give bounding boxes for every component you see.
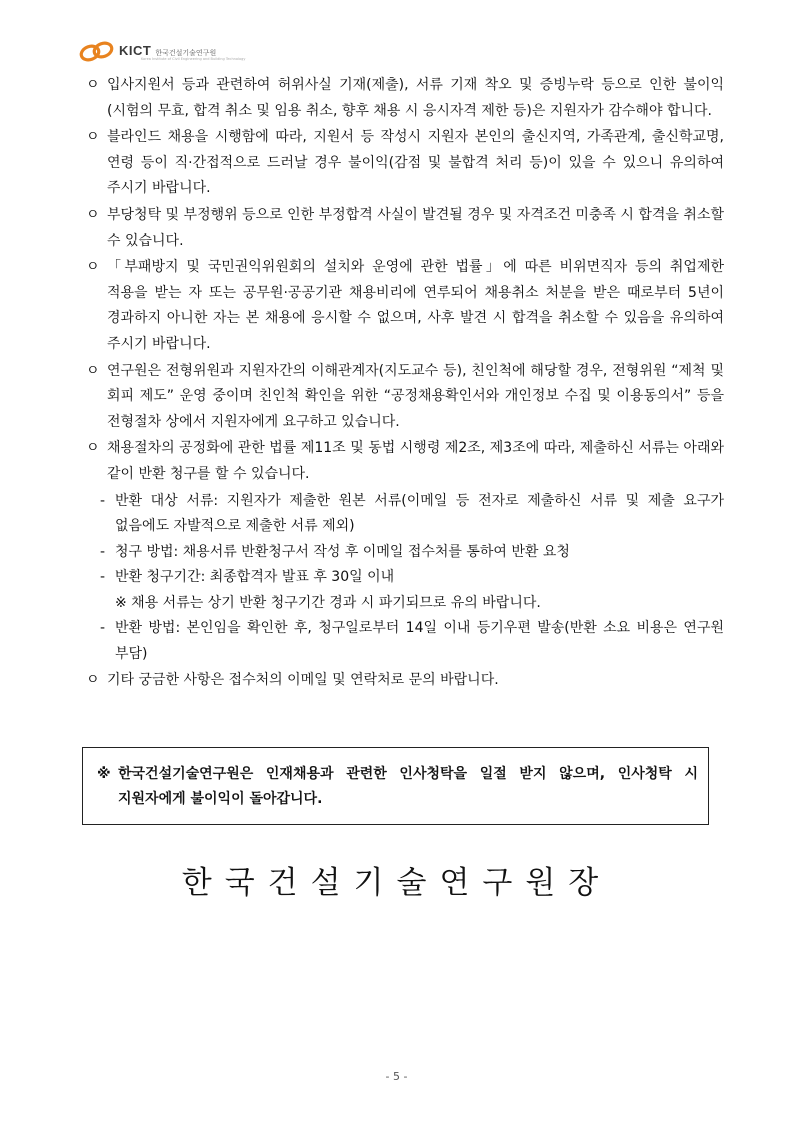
notice-text: 한국건설기술연구원은 인재채용과 관련한 인사청탁을 일절 받지 않으며, 인사청탁 시 지원자에게 불이익이 돌아갑니다. <box>118 766 698 807</box>
sub-dash: - <box>100 543 106 560</box>
notice-box <box>82 747 709 825</box>
sub-dash: - <box>100 620 106 637</box>
bullet-marker: ㅇ <box>86 362 100 379</box>
sub-note: ※ 채용 서류는 상기 반환 청구기간 경과 시 파기되므로 유의 바랍니다. <box>115 594 541 611</box>
bullet-marker: ㅇ <box>86 671 100 688</box>
bullet-marker: ㅇ <box>86 129 100 146</box>
list-item-text: 기타 궁금한 사항은 접수처의 이메일 및 연락처로 문의 바랍니다. <box>107 671 499 688</box>
notice-list <box>84 73 724 694</box>
list-item <box>84 255 724 357</box>
list-item-text: 입사지원서 등과 관련하여 허위사실 기재(제출), 서류 기재 착오 및 증빙누락 등으로 인한 불이익(시험의 무효, 합격 취소 및 임용 취소, 향후 채용 시 응시자격 제한 등)은 지원자가 감수해야 합니다. <box>107 77 724 119</box>
list-item <box>84 359 724 436</box>
list-item-text: 「부패방지 및 국민권익위원회의 설치와 운영에 관한 법률」에 따른 비위면직자 등의 취업제한 적용을 받는 자 또는 공무원·공공기관 채용비리에 연루되어 채용취소 처분을 받은 때로부터 5년이 경과하지 아니한 자는 본 채용에 응시할 수 없으며, 사후 발견 시 합격을 취소할 수 있음을 유의하여 주시기 바랍니다. <box>107 259 724 352</box>
sub-dash: - <box>100 569 106 586</box>
logo-subtitle: Korea Institute of Civil Engineering and Building Technology <box>141 57 246 61</box>
sub-item-text: 반환 방법: 본인임을 확인한 후, 청구일로부터 14일 이내 등기우편 발송(반환 소요 비용은 연구원 부담) <box>115 620 724 663</box>
list-item <box>84 436 724 487</box>
page-number: - 5 - <box>385 1070 408 1083</box>
list-item <box>84 203 724 254</box>
bullet-marker: ㅇ <box>86 440 100 457</box>
list-item <box>84 125 724 202</box>
logo-korean-text: 한국건설기술연구원 <box>155 49 217 57</box>
kict-logo <box>77 40 245 64</box>
list-item <box>84 73 724 124</box>
list-item-text: 채용절차의 공정화에 관한 법률 제11조 및 동법 시행령 제2조, 제3조에 따라, 제출하신 서류는 아래와 같이 반환 청구를 할 수 있습니다. <box>107 440 724 482</box>
sub-item-text: 청구 방법: 채용서류 반환청구서 작성 후 이메일 접수처를 통하여 반환 요청 <box>115 543 570 560</box>
list-item <box>84 668 724 694</box>
notice-mark: ※ <box>97 766 111 782</box>
bullet-marker: ㅇ <box>86 206 100 223</box>
sub-list-item <box>84 489 724 540</box>
bullet-marker: ㅇ <box>86 259 100 276</box>
bullet-marker: ㅇ <box>86 77 100 93</box>
list-item-text: 부당청탁 및 부정행위 등으로 인한 부정합격 사실이 발견될 경우 및 자격조건 미충족 시 합격을 취소할 수 있습니다. <box>107 206 724 249</box>
sub-item-text: 반환 청구기간: 최종합격자 발표 후 30일 이내 <box>115 569 395 586</box>
sub-item-text: 반환 대상 서류: 지원자가 제출한 원본 서류(이메일 등 전자로 제출하신 서류 및 제출 요구가 없음에도 자발적으로 제출한 서류 제외) <box>115 492 724 535</box>
sub-dash: - <box>100 492 106 509</box>
logo-kict-text: KICT <box>119 43 152 58</box>
list-item-text: 연구원은 전형위원과 지원자간의 이해관계자(지도교수 등), 친인척에 해당할 경우, 전형위원 “제척 및 회피 제도” 운영 중이며 친인척 확인을 위한 “공정채용확인서와 개인정보 수집 및 이용동의서” 등을 전형절차 상에서 지원자에게 요구하고 있습니다. <box>107 362 724 430</box>
sub-list-item <box>84 565 724 591</box>
signature-title: 한국건설기술연구원장 <box>181 865 612 901</box>
sub-list-item <box>84 616 724 667</box>
sub-list-item <box>84 540 724 566</box>
list-item-text: 블라인드 채용을 시행함에 따라, 지원서 등 작성시 지원자 본인의 출신지역, 가족관계, 출신학교명, 연령 등이 직·간접적으로 드러날 경우 불이익(감점 및 불합격 처리 등)이 있을 수 있으니 유의하여 주시기 바랍니다. <box>107 129 724 197</box>
kict-emblem-icon <box>77 40 117 64</box>
